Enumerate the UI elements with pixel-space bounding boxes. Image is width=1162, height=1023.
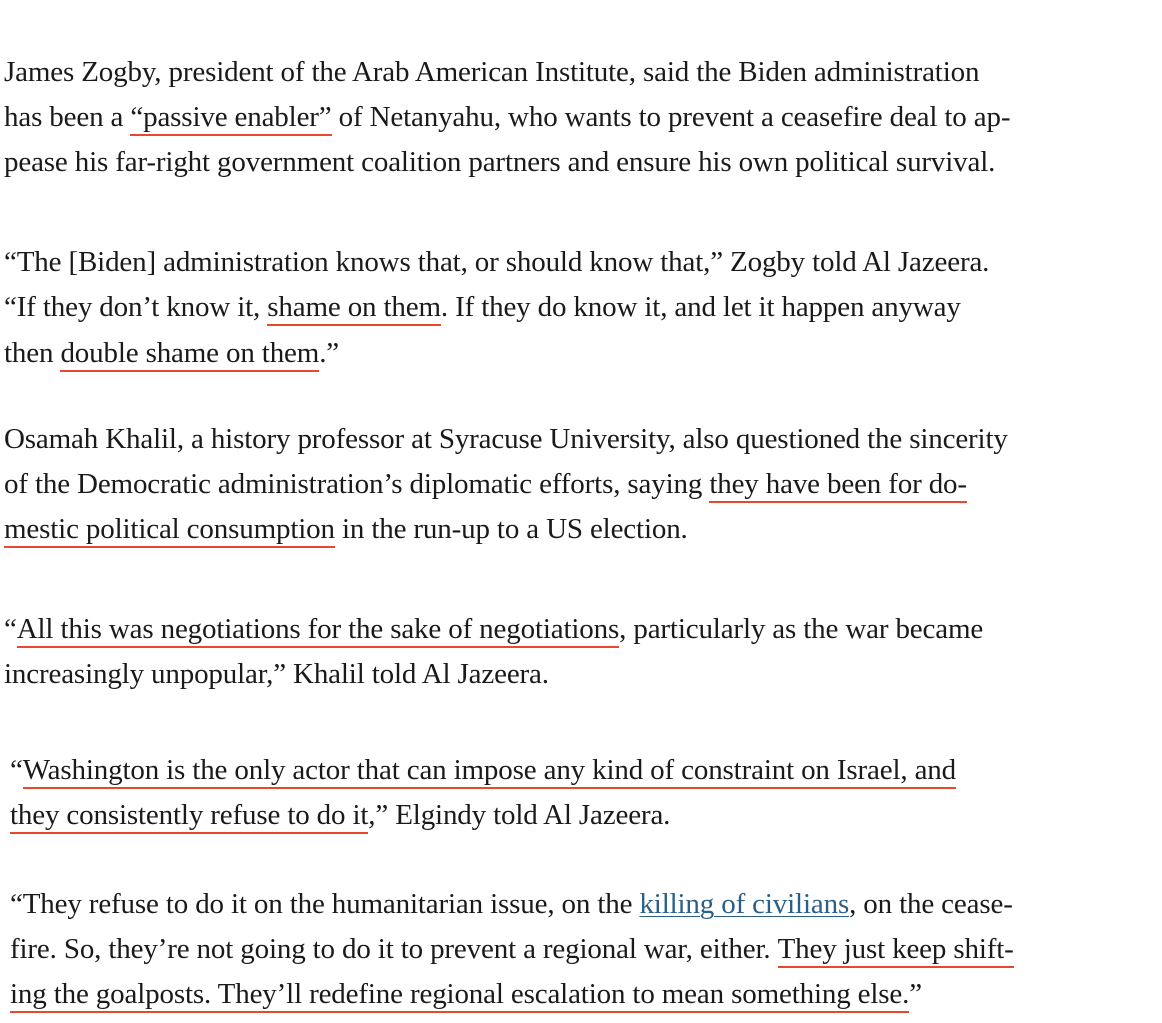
p2-text: .” [319, 337, 340, 369]
highlight-washington: Washington is the only actor that can impose any kind of constraint on Israel, and [23, 755, 956, 789]
p2-line-1: “The [Biden] administration knows that, or should know that,” Zogby told Al Jazeera. [4, 246, 990, 278]
p2-text: . If they do know it, and let it happen anyway [440, 291, 961, 323]
highlight-double-shame: double shame on them [60, 338, 319, 372]
highlight-domestic-political: they have been for do- [709, 469, 967, 503]
p3-text: in the run-up to a US election. [334, 513, 688, 545]
p1-text: has been a [4, 101, 131, 133]
highlight-goalposts: They just keep shift- [778, 934, 1014, 968]
p3-line-3 [4, 512, 688, 548]
p6-line-3 [10, 977, 922, 1013]
highlight-passive-enabler: “passive enabler” [130, 102, 331, 136]
p4-text: “ [4, 613, 17, 645]
p6-line-2 [10, 932, 1014, 968]
p5-text: “ [10, 754, 23, 786]
p5-line-1 [10, 753, 956, 789]
p6-text: ” [909, 978, 922, 1010]
p3-line-1: Osamah Khalil, a history professor at Syracuse University, also questioned the sincerity [4, 423, 1008, 455]
p5-line-2 [10, 798, 670, 834]
highlight-domestic-political-cont: mestic political consumption [4, 514, 335, 548]
highlight-goalposts-cont: ing the goalposts. They’ll redefine regional escalation to mean something else. [10, 979, 909, 1013]
p1-line-2 [4, 100, 1010, 136]
highlight-negotiations: All this was negotiations for the sake of negotiations [17, 614, 619, 648]
p6-text: “They refuse to do it on the humanitarian issue, on the [10, 888, 640, 920]
p6-text: , on the cease- [849, 888, 1013, 920]
highlight-washington-cont: they consistently refuse to do it [10, 800, 368, 834]
p2-line-2 [4, 290, 961, 326]
p2-text: “If they don’t know it, [4, 291, 268, 323]
p4-text: , particularly as the war became [619, 613, 984, 645]
p1-line-3: pease his far-right government coalition partners and ensure his own political survival. [4, 146, 996, 178]
p6-text: fire. So, they’re not going to do it to prevent a regional war, either. [10, 933, 778, 965]
p4-line-2: increasingly unpopular,” Khalil told Al Jazeera. [4, 658, 549, 690]
p3-text: of the Democratic administration’s diplomatic efforts, saying [4, 468, 710, 500]
p2-text: then [4, 337, 61, 369]
p5-text: ,” Elgindy told Al Jazeera. [368, 799, 671, 831]
p1-text: of Netanyahu, who wants to prevent a ceasefire deal to ap- [331, 101, 1011, 133]
p3-line-2 [4, 467, 967, 503]
highlight-shame-on-them: shame on them [267, 292, 441, 326]
p4-line-1 [4, 612, 983, 648]
p2-line-3 [4, 336, 339, 372]
p1-line-1: James Zogby, president of the Arab American Institute, said the Biden administration [4, 56, 980, 88]
killing-of-civilians-link[interactable]: killing of civilians [639, 888, 850, 920]
p6-line-1 [10, 887, 1013, 921]
